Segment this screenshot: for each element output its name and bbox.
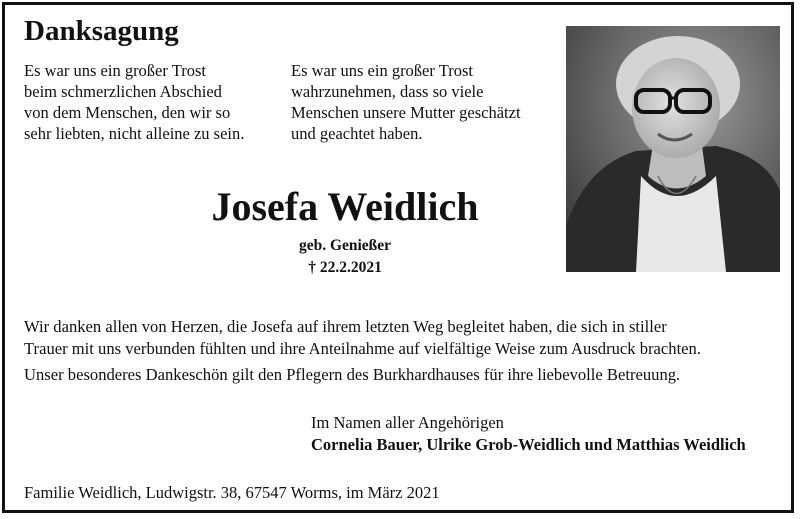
thanks-paragraph [24, 316, 701, 360]
left-poem [24, 60, 244, 144]
mid-poem-line: wahrzunehmen, dass so viele [291, 82, 484, 101]
notice-heading: Danksagung [24, 15, 179, 47]
mid-poem-line: und geachtet haben. [291, 124, 423, 143]
thanks-line: Wir danken allen von Herzen, die Josefa auf ihrem letzten Weg begleitet haben, die sich in stiller [24, 317, 667, 336]
mid-poem-line: Es war uns ein großer Trost [291, 61, 473, 80]
signature-names: Cornelia Bauer, Ulrike Grob-Weidlich und Matthias Weidlich [311, 435, 746, 454]
signature-intro: Im Namen aller Angehörigen [311, 413, 504, 432]
birth-name: geb. Genießer [298, 237, 392, 254]
left-poem-line: von dem Menschen, den wir so [24, 103, 231, 122]
left-poem-line: beim schmerzlichen Abschied [24, 82, 222, 101]
death-date: † 22.2.2021 [308, 259, 382, 276]
thanks-line: Trauer mit uns verbunden fühlten und ihre Anteilnahme auf vielfältige Weise zum Ausdruck brachten. [24, 339, 701, 358]
left-poem-line: sehr liebten, nicht alleine zu sein. [24, 124, 245, 143]
special-thanks-line: Unser besonderes Dankeschön gilt den Pflegern des Burkhardhauses für ihre liebevolle Betreuung. [24, 365, 681, 384]
left-poem-line: Es war uns ein großer Trost [24, 61, 206, 80]
special-thanks [24, 364, 680, 386]
portrait-illustration [566, 26, 780, 272]
mid-poem [291, 60, 521, 144]
footer-address: Familie Weidlich, Ludwigstr. 38, 67547 Worms, im März 2021 [24, 483, 440, 502]
deceased-name: Josefa Weidlich [211, 184, 479, 229]
portrait-photo [566, 26, 780, 272]
mid-poem-line: Menschen unsere Mutter geschätzt [291, 103, 521, 122]
